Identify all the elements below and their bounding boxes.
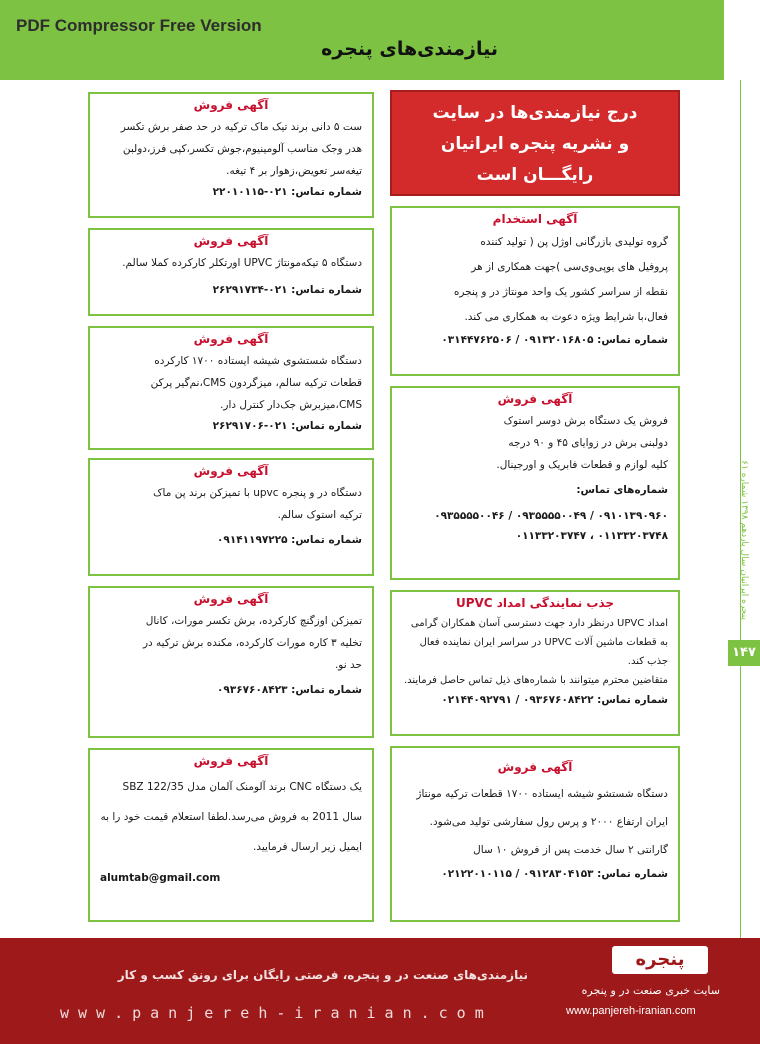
ad-text-line: ایران ارتفاع ۲۰۰۰ و پرس رول سفارشی تولید می‌شود.: [429, 816, 668, 828]
ad-text-line: سال 2011 به فروش می‌رسد.لطفا استعلام قیمت خود را به: [100, 811, 362, 823]
ad-text-line: CMS،میزبرش جک‌دار کنترل دار.: [220, 399, 362, 411]
ad-text-line: به قطعات ماشین آلات UPVC در سراسر ایران نماینده فعال: [419, 637, 668, 648]
ad-text-line: متقاضین محترم میتوانند با شماره‌های ذیل تماس حاصل فرمایند.: [403, 675, 668, 686]
ad-text-line: دستگاه ۵ تیکه‌مونتاژ UPVC اورتکلر کارکرده کملا سالم.: [122, 257, 362, 269]
ad-box: [88, 228, 374, 316]
footer-url[interactable]: www.panjereh-iranian.com: [60, 1004, 493, 1022]
ad-text-line: یک دستگاه CNC برند آلومنک آلمان مدل SBZ 122/35: [122, 781, 362, 793]
ad-text-line: ست ۵ دانی برند تیک ماک ترکیه در حد صفر برش تکسر: [120, 121, 362, 133]
running-head: پنجره ایرانیان سال یازدهم ۱۳۹۸ شماره ۶۱: [739, 460, 749, 620]
ad-phone: شماره تماس: ۰۹۱۲۸۳۰۴۱۵۳ / ۰۲۱۲۲۰۱۰۱۱۵: [441, 868, 668, 880]
ad-text-line: تمیزکن اوزگنچ کارکرده، برش تکسر مورات، کانال: [145, 615, 362, 627]
ad-text-line: ترکیه استوک سالم.: [277, 509, 362, 521]
ad-text-line: قطعات ترکیه سالم، میزگردون CMS،نم‌گیر پرکن: [150, 377, 362, 389]
panjereh-logo: پنجره: [612, 946, 708, 974]
ad-box: [390, 386, 680, 580]
ad-text-line: جذب کند.: [627, 656, 668, 667]
footer-subtitle: سایت خبری صنعت در و پنجره: [581, 984, 720, 997]
ad-text-line: تخلیه ۳ کاره مورات کارکرده، مکنده برش ترکیه در: [142, 637, 362, 649]
ad-title: آگهی استخدام: [492, 212, 578, 226]
watermark: PDF Compressor Free Version: [16, 16, 262, 35]
ad-title: آگهی فروش: [193, 234, 269, 248]
ad-title: آگهی فروش: [193, 464, 269, 478]
ad-text-line: دستگاه شستشو شیشه ایستاده ۱۷۰۰ قطعات ترکیه مونتاژ: [416, 788, 668, 800]
ad-text-line: کلیه لوازم و قطعات فابریک و اورجینال.: [496, 459, 668, 471]
ad-box: [88, 586, 374, 738]
ad-box: [88, 748, 374, 922]
ad-phone: شماره تماس: ۰۹۳۶۷۶۰۸۴۲۲ / ۰۲۱۴۴۰۹۲۷۹۱: [441, 694, 668, 706]
ad-title: آگهی فروش: [193, 592, 269, 606]
ad-phone: شماره تماس: ۰۲۱-۲۶۲۹۱۷۳۴: [212, 284, 362, 296]
ad-text-line: پروفیل های یو‌پی‌وی‌سی )جهت همکاری از هر: [471, 261, 668, 273]
ad-title: آگهی فروش: [193, 754, 269, 768]
free-listing-banner: [390, 90, 680, 196]
ad-phone: شماره تماس: ۰۹۱۴۱۱۹۷۲۲۵: [217, 534, 362, 546]
ad-box: [88, 92, 374, 218]
ad-text-line: دستگاه شستشوی شیشه ایستاده ۱۷۰۰ کارکرده: [154, 355, 362, 367]
page-title: نیازمندی‌های پنجره: [321, 38, 498, 60]
ad-box: [390, 746, 680, 922]
ad-box: [88, 458, 374, 576]
ad-text-line: امداد UPVC درنظر دارد جهت دسترسی آسان همکاران گرامی: [410, 618, 668, 629]
ad-text-line: فعال،با شرایط ویژه دعوت به همکاری می کند.: [464, 311, 668, 323]
ad-text-line: هدر وجک مناسب آلومینیوم،جوش تکسر،کپی فرز،دولبن: [122, 143, 362, 155]
ad-text-line: گروه تولیدی بازرگانی اوژل پن ( تولید کننده: [480, 236, 668, 248]
page-number: ۱۴۷: [728, 640, 760, 666]
ad-text-line: فروش یک دستگاه برش دوسر استوک: [503, 415, 668, 427]
ad-title: آگهی فروش: [497, 392, 573, 406]
ad-title: آگهی فروش: [193, 332, 269, 346]
ad-text-line: نقطه از سراسر کشور یک واحد مونتاژ در و پنجره: [453, 286, 668, 298]
banner-line: و نشریه پنجره ایرانیان: [440, 134, 630, 154]
banner-line: رایگـــان است: [476, 165, 594, 185]
ad-phone: شماره تماس: ۰۲۱-۲۲۰۱۰۱۱۵: [212, 186, 362, 198]
ad-phone: ۰۹۱۰۱۳۹۰۹۶۰ / ۰۹۳۵۵۵۵۰۰۴۹ / ۰۹۳۵۵۵۵۰۰۴۶: [434, 510, 668, 522]
ad-text-line: دولبنی برش در زوایای ۴۵ و ۹۰ درجه: [508, 437, 668, 449]
ad-title: آگهی فروش: [193, 98, 269, 112]
banner-line: درج نیازمندی‌ها در سایت: [432, 103, 638, 123]
ad-text-line: ایمیل زیر ارسال فرمایید.: [252, 841, 362, 853]
footer-slogan: نیازمندی‌های صنعت در و پنجره، فرصتی رایگان برای رونق کسب و کار: [117, 968, 528, 982]
ad-text-line: دستگاه در و پنجره upvc با تمیزکن برند پن ماک: [153, 487, 362, 499]
ad-phone: ۰۱۱۳۳۲۰۳۷۴۸ ، ۰۱۱۳۳۲۰۳۷۴۷: [515, 530, 668, 542]
ad-email[interactable]: alumtab@gmail.com: [100, 872, 221, 884]
ad-text-line: گارانتی ۲ سال خدمت پس از فروش ۱۰ سال: [473, 844, 668, 856]
ad-text-line: حد نو.: [334, 659, 362, 671]
ad-phone: شماره تماس: ۰۹۱۳۲۰۱۶۸۰۵ / ۰۳۱۴۴۷۶۲۵۰۶: [441, 334, 668, 346]
ad-title: آگهی فروش: [497, 760, 573, 774]
ad-title: جذب نمایندگی امداد UPVC: [455, 596, 615, 610]
ad-box: [88, 326, 374, 450]
footer-logo-url[interactable]: www.panjereh-iranian.com: [566, 1005, 696, 1017]
ad-box: [390, 590, 680, 736]
ad-box: [390, 206, 680, 376]
ad-phones-label: شماره‌های تماس:: [576, 484, 668, 496]
ad-phone: شماره تماس: ۰۲۱-۲۶۲۹۱۷۰۶: [212, 420, 362, 432]
ad-text-line: تیغه‌سر تعویض،زهوار بر ۴ تیغه.: [226, 165, 362, 177]
ad-phone: شماره تماس: ۰۹۳۶۷۶۰۸۴۲۳: [217, 684, 362, 696]
